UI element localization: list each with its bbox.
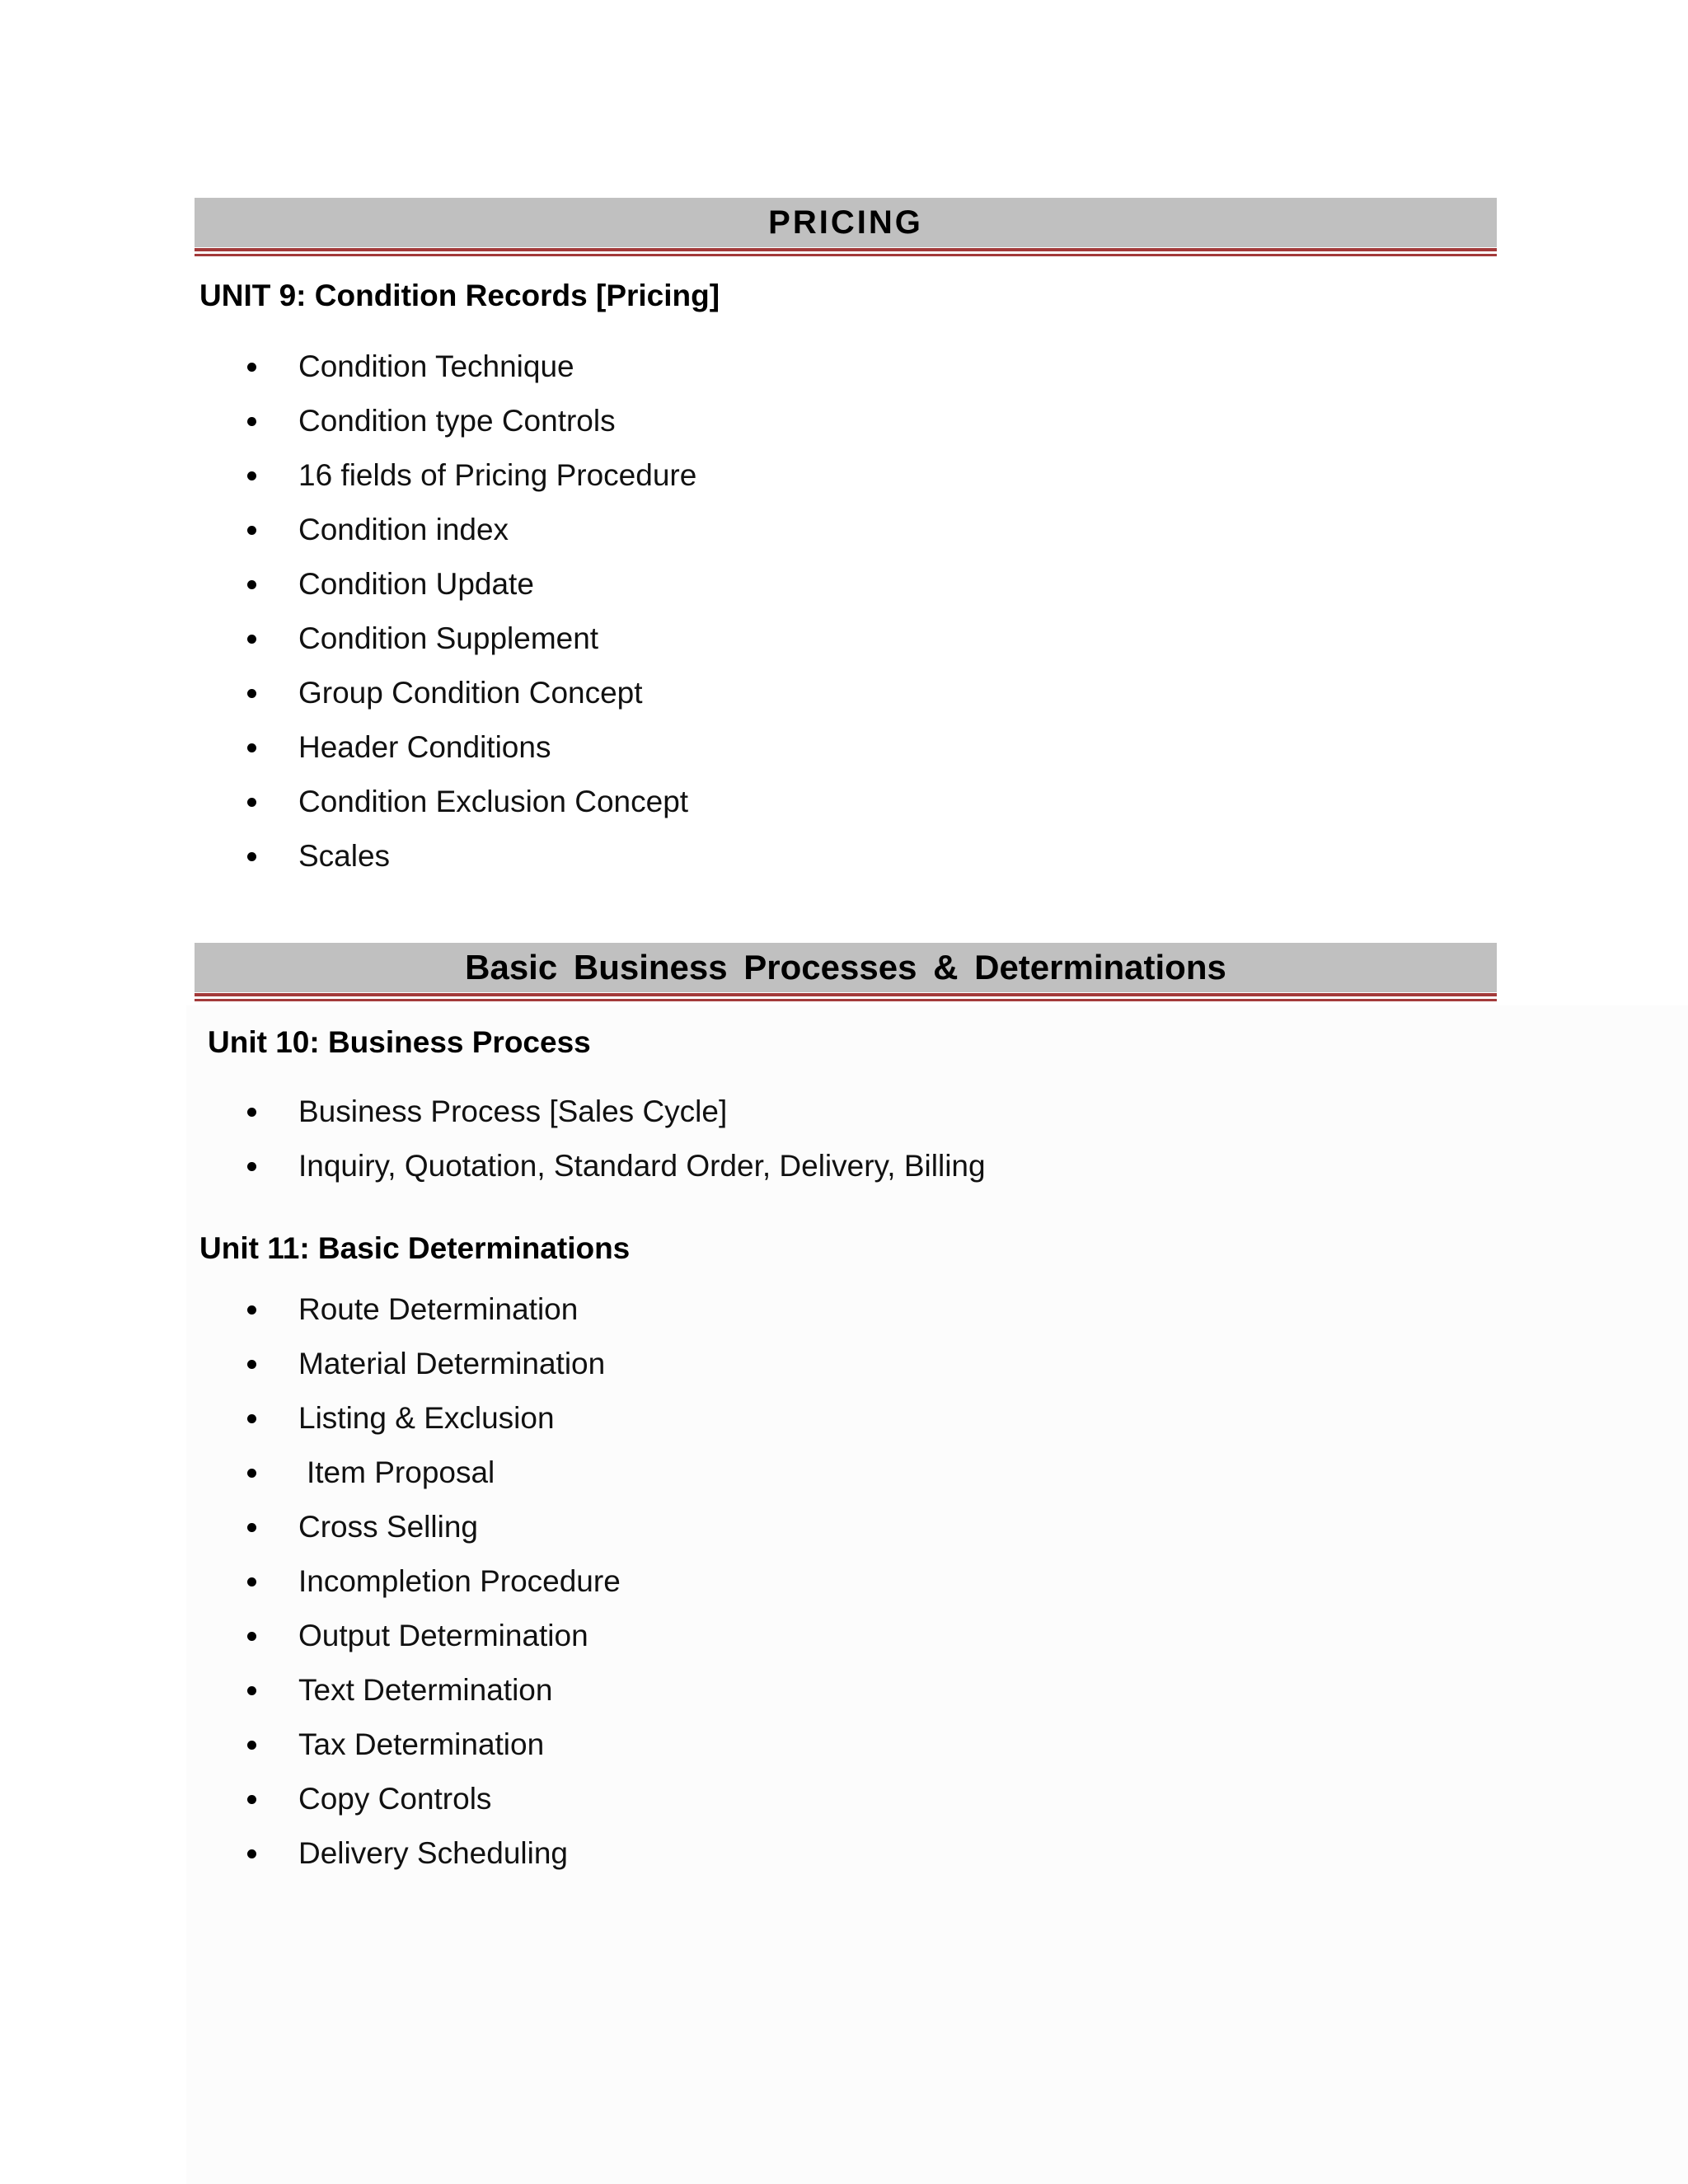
bullet-icon	[247, 852, 256, 861]
section-rule-top	[195, 993, 1497, 996]
bullet-icon	[247, 1795, 256, 1804]
section-header-business-processes	[195, 943, 1497, 992]
section-rule-top	[195, 248, 1497, 251]
bullet-icon	[247, 689, 256, 698]
unit-heading: Unit 10: Business Process	[208, 1025, 591, 1059]
unit-heading: Unit 11: Basic Determinations	[199, 1231, 631, 1265]
document-page: PRICING UNIT 9: Condition Records [Pricing] Condition Technique Condition type Controls 16 fields of Pricing Procedure Condition index Condition Update Condition Supplement Group Condition Concept Header Conditions Condition Exclusion Concept Scales Basic Business Processes & Determinations Unit 10: Business Process Business Process [Sales Cycle] Inquiry, Quotation, Standard Order, Delivery, Billing Unit 11: Basic Determinations Route Determination Material Determination Listing & Exclusion Item Proposal Cross Selling Incompletion Procedure Output Determination Text Determination Tax Determination Copy Controls Delivery Scheduling	[0, 0, 1688, 2184]
bullet-icon	[247, 580, 256, 589]
bullet-icon	[247, 1849, 256, 1858]
bullet-icon	[247, 417, 256, 426]
unit-heading: UNIT 9: Condition Records [Pricing]	[199, 279, 720, 312]
section-title: PRICING	[768, 204, 923, 241]
bullet-icon	[247, 1632, 256, 1641]
bullet-icon	[247, 1741, 256, 1750]
bullet-icon	[247, 635, 256, 644]
section-rule-bottom	[195, 999, 1497, 1001]
bullet-icon	[247, 1686, 256, 1695]
bullet-icon	[247, 1577, 256, 1586]
section-rule-bottom	[195, 254, 1497, 256]
bullet-icon	[247, 1523, 256, 1532]
bullet-icon	[247, 1305, 256, 1315]
section-title: Basic Business Processes & Determinations	[465, 948, 1226, 987]
bullet-icon	[247, 743, 256, 752]
bullet-icon	[247, 363, 256, 372]
bullet-icon	[247, 526, 256, 535]
bullet-icon	[247, 1469, 256, 1478]
section-header-pricing	[195, 198, 1497, 247]
bullet-icon	[247, 1108, 256, 1117]
bullet-icon	[247, 471, 256, 480]
bullet-icon	[247, 1162, 256, 1171]
bullet-icon	[247, 798, 256, 807]
bullet-icon	[247, 1360, 256, 1369]
bullet-icon	[247, 1414, 256, 1423]
